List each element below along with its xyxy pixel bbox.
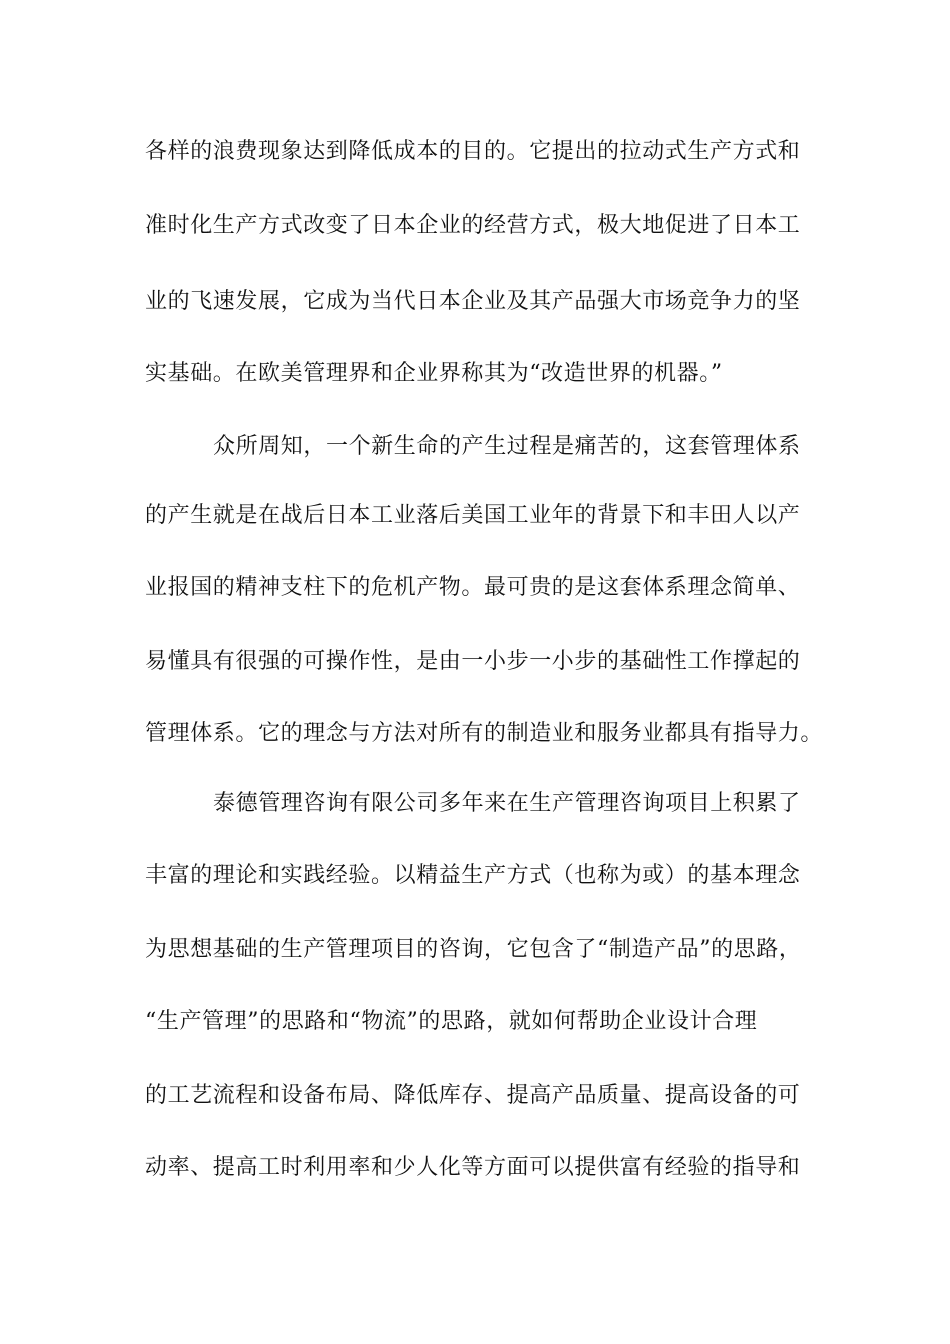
paragraph-line: 管理体系。它的理念与方法对所有的制造业和服务业都具有指导力。 [145,721,824,746]
paragraph-line: 动率、提高工时利用率和少人化等方面可以提供富有经验的指导和 [145,1155,801,1180]
paragraph-line: 易懂具有很强的可操作性，是由一小步一小步的基础性工作撑起的 [145,649,801,674]
paragraph-first-line: 泰德管理咨询有限公司多年来在生产管理咨询项目上积累了 [213,791,801,816]
paragraph-line: 的产生就是在战后日本工业落后美国工业年的背景下和丰田人以产 [145,503,801,528]
paragraph-line: 丰富的理论和实践经验。以精益生产方式（也称为或）的基本理念 [145,863,801,888]
paragraph-line: 各样的浪费现象达到降低成本的目的。它提出的拉动式生产方式和 [145,139,801,164]
paragraph-line: 实基础。在欧美管理界和企业界称其为“改造世界的机器。” [145,361,723,386]
paragraph-line: 为思想基础的生产管理项目的咨询，它包含了“制造产品”的思路， [145,937,802,962]
paragraph-line: 业报国的精神支柱下的危机产物。最可贵的是这套体系理念简单、 [145,575,801,600]
paragraph-line: 的工艺流程和设备布局、降低库存、提高产品质量、提高设备的可 [145,1083,801,1108]
paragraph-first-line: 众所周知，一个新生命的产生过程是痛苦的，这套管理体系 [213,434,801,459]
paragraph-line: “生产管理”的思路和“物流”的思路，就如何帮助企业设计合理 [145,1009,758,1034]
paragraph-line: 业的飞速发展，它成为当代日本企业及其产品强大市场竞争力的坚 [145,289,801,314]
paragraph-line: 准时化生产方式改变了日本企业的经营方式，极大地促进了日本工 [145,213,801,238]
